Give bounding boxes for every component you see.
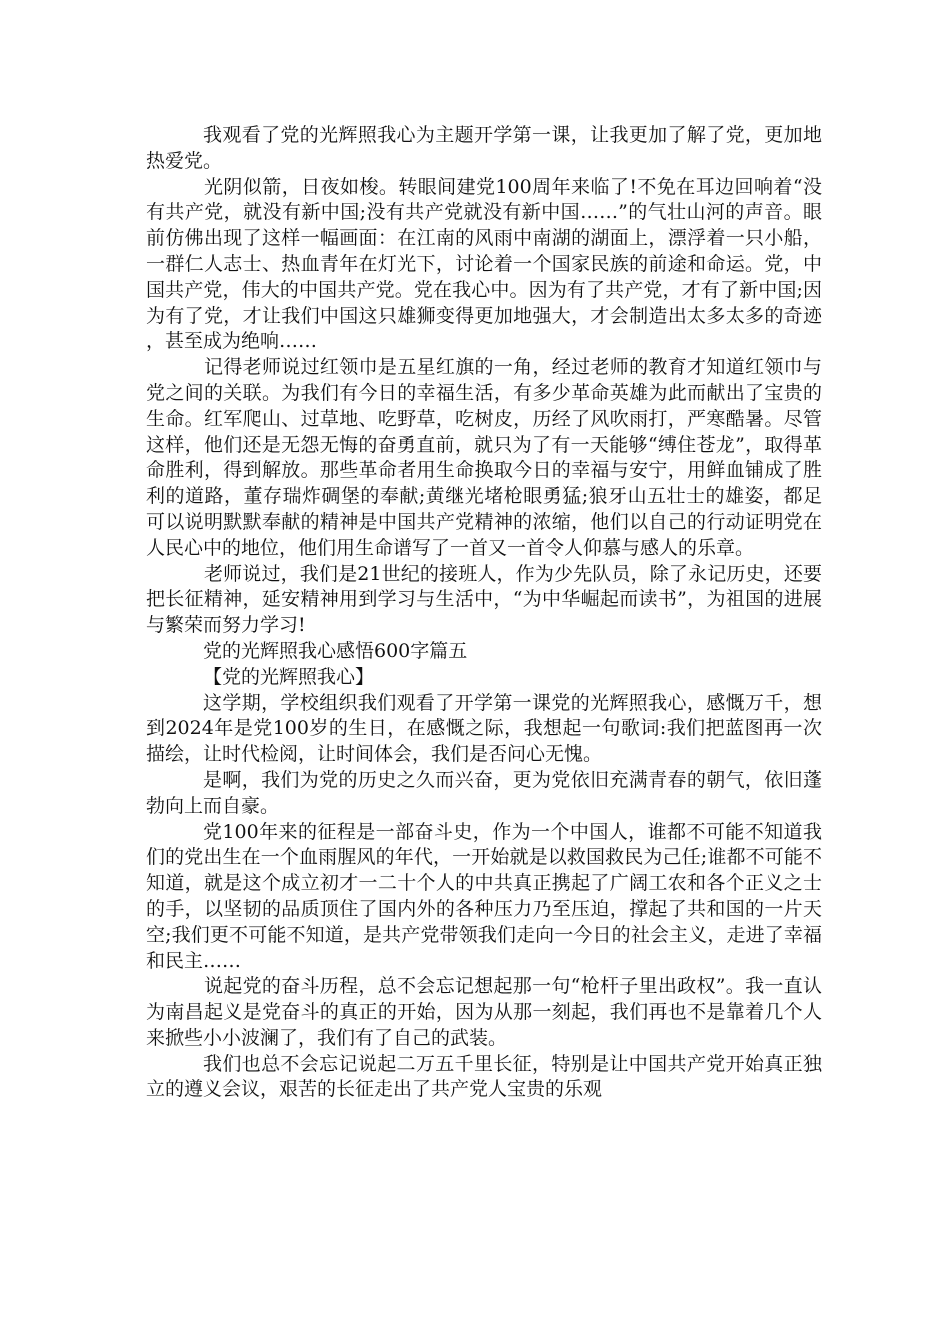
paragraph-6: 是啊，我们为党的历史之久而兴奋，更为党依旧充满青春的朝气，依旧蓬勃向上而自豪。 [146,768,822,817]
paragraph-7: 党100年来的征程是一部奋斗史，作为一个中国人，谁都不可能不知道我们的党出生在一个血雨腥风的年代，一开始就是以救国救民为己任;谁都不可能不知道，就是这个成立初才一二十个人的中共真正携起了广阔工农和各个正义之士的手，以坚韧的品质顶住了国内外的各种压力乃至压迫，撑起了共和国的一片天空;我们更不可能不知道，是共产党带领我们走向一今日的社会主义，走进了幸福和民主…… [146,820,822,972]
paragraph-1: 我观看了党的光辉照我心为主题开学第一课，让我更加了解了党，更加地热爱党。 [146,124,822,172]
paragraph-5: 这学期，学校组织我们观看了开学第一课党的光辉照我心，感慨万千，想到2024年是党100岁的生日，在感慨之际，我想起一句歌词:我们把蓝图再一次描绘，让时代检阅，让时间体会，我们是否问心无愧。 [146,691,822,766]
paragraph-3: 记得老师说过红领巾是五星红旗的一角，经过老师的教育才知道红领巾与党之间的关联。为我们有今日的幸福生活，有多少革命英雄为此而献出了宝贵的生命。红军爬山、过草地、吃野草，吃树皮，历经了风吹雨打，严寒酷暑。尽管这样，他们还是无怨无悔的奋勇直前，就只为了有一天能够“缚住苍龙”，取得革命胜利，得到解放。那些革命者用生命换取今日的幸福与安宁，用鲜血铺成了胜利的道路，董存瑞炸碉堡的奉献;黄继光堵枪眼勇猛;狼牙山五壮士的雄姿，都足可以说明默默奉献的精神是中国共产党精神的浓缩，他们以自己的行动证明党在人民心中的地位，他们用生命谱写了一首又一首令人仰慕与感人的乐章。 [146,356,822,559]
document-page [146,123,822,1103]
paragraph-4: 老师说过，我们是21世纪的接班人，作为少先队员，除了永记历史，还要把长征精神，延安精神用到学习与生活中，“为中华崛起而读书”，为祖国的进展与繁荣而努力学习! [146,562,822,637]
paragraph-2: 光阴似箭，日夜如梭。转眼间建党100周年来临了!不免在耳边回响着“没有共产党，就没有新中国;没有共产党就没有新中国……”的气壮山河的声音。眼前仿佛出现了这样一幅画面：在江南的风雨中南湖的湖面上，漂浮着一只小船，一群仁人志士、热血青年在灯光下，讨论着一个国家民族的前途和命运。党，中国共产党，伟大的中国共产党。党在我心中。因为有了共产党，才有了新中国;因为有了党，才让我们中国这只雄狮变得更加地强大，才会制造出太多太多的奇迹，甚至成为绝响…… [146,175,822,353]
paragraph-9: 我们也总不会忘记说起二万五千里长征，特别是让中国共产党开始真正独立的遵义会议，艰苦的长征走出了共产党人宝贵的乐观 [146,1052,822,1101]
section-subtitle: 【党的光辉照我心】 [203,665,375,688]
section-title: 党的光辉照我心感悟600字篇五 [203,639,468,662]
paragraph-8: 说起党的奋斗历程，总不会忘记想起那一句“枪杆子里出政权”。我一直认为南昌起义是党奋斗的真正的开始，因为从那一刻起，我们再也不是靠着几个人来掀些小小波澜了，我们有了自己的武装。 [146,975,822,1049]
